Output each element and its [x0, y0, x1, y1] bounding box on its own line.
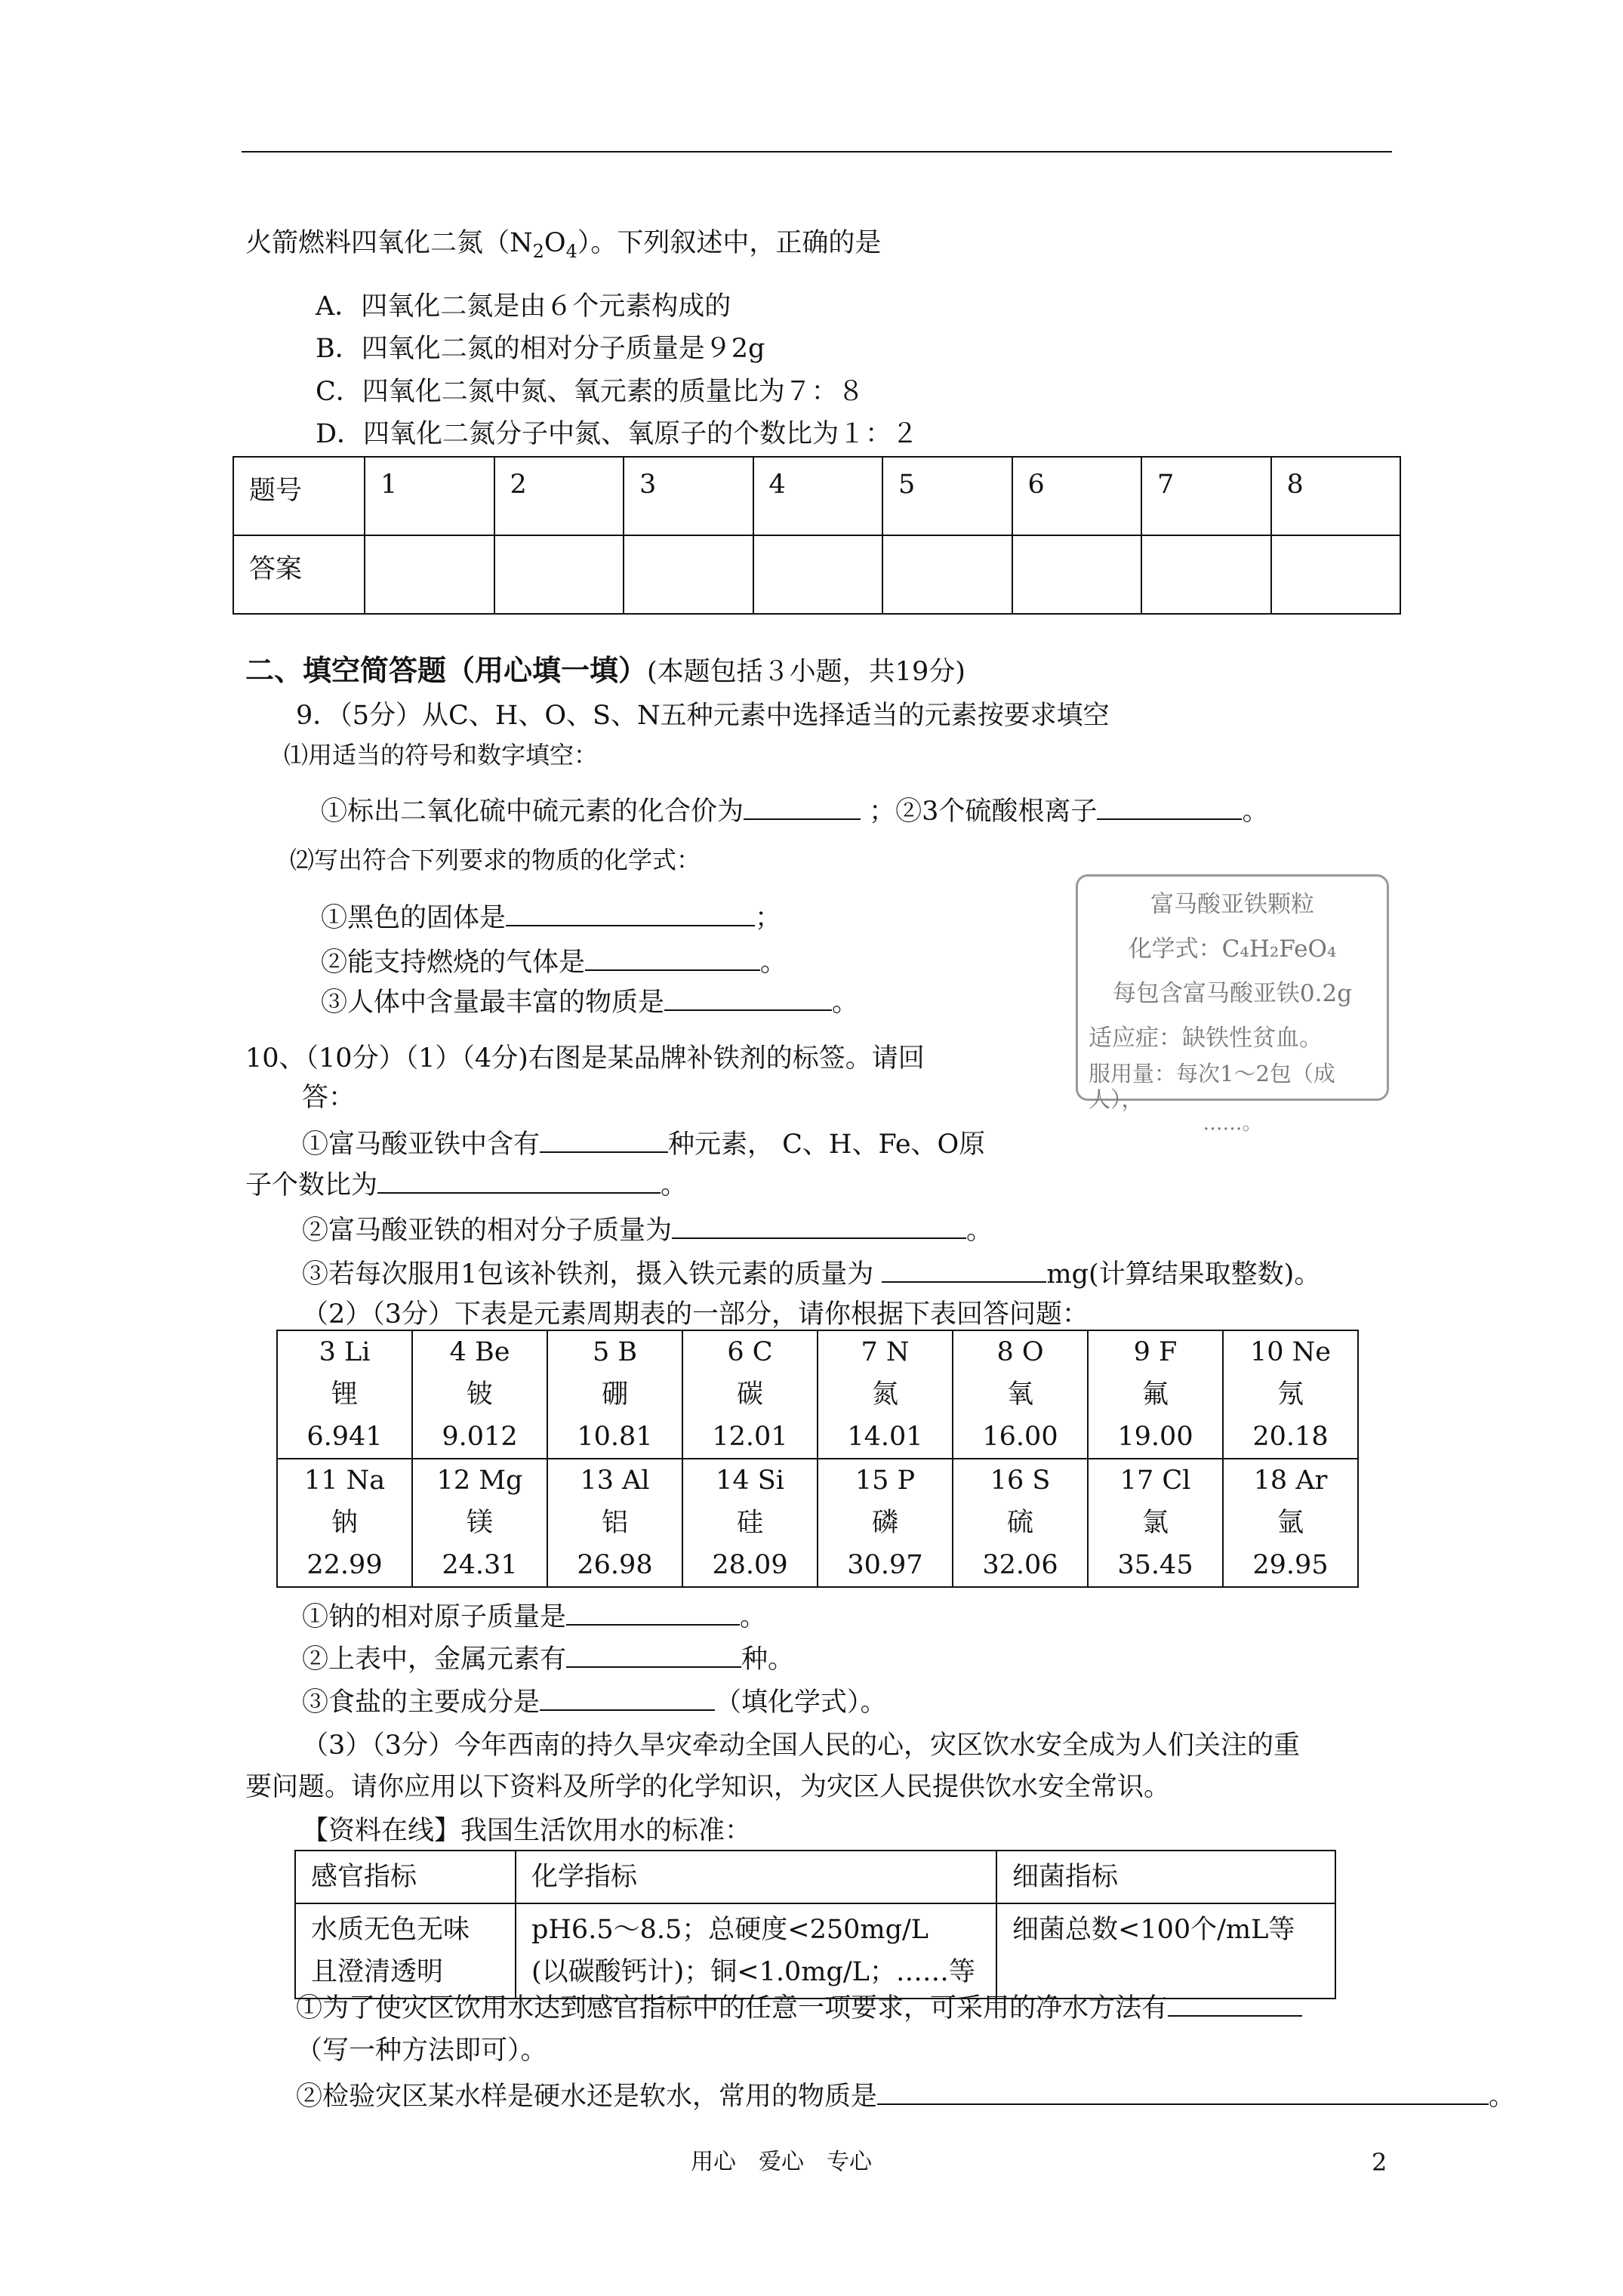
standard-header-row — [295, 1851, 1335, 1903]
answer-input-7[interactable] — [1141, 535, 1271, 614]
q9-part1: ⑴用适当的符号和数字填空： — [284, 741, 599, 769]
answer-table-cell: 6 — [1012, 457, 1142, 535]
q10-c1: ①为了使灾区饮用水达到感官指标中的任意一项要求，可采用的净水方法有 — [296, 1989, 1302, 2025]
element-cell: 6 C 碳 12.01 — [682, 1330, 818, 1459]
element-cell: 11 Na 钠 22.99 — [277, 1459, 412, 1587]
standard-header-cell: 化学指标 — [516, 1851, 996, 1903]
q8-option-a: A．四氧化二氮是由６个元素构成的 — [316, 291, 731, 322]
label-line: 富马酸亚铁颗粒 — [1150, 891, 1314, 918]
answer-blank[interactable] — [672, 1212, 966, 1239]
q9-part2: ⑵写出符合下列要求的物质的化学式： — [290, 846, 701, 874]
periodic-table — [276, 1330, 1359, 1588]
answer-table-cell: 5 — [882, 457, 1012, 535]
q10-part3-line2: 要问题。请你应用以下资料及所学的化学知识，为灾区人民提供饮水安全常识。 — [245, 1772, 1171, 1802]
answer-table-cell: 答案 — [233, 535, 365, 614]
q10-c1-line2: （写一种方法即可）。 — [296, 2036, 547, 2066]
standard-data-cell: pH6.5～8.5；总硬度<250mg/L (以碳酸钙计)；铜<1.0mg/L；……等 — [516, 1903, 996, 1999]
q10-part3: （3）（3分）今年西南的持久旱灾牵动全国人民的心，灾区饮水安全成为人们关注的重 — [302, 1730, 1301, 1761]
element-cell: 9 F 氟 19.00 — [1088, 1330, 1223, 1459]
standard-data-cell: 细菌总数<100个/mL等 — [996, 1903, 1335, 1999]
page-number: 2 — [1372, 2148, 1387, 2177]
label-line: 化学式：C₄H₂FeO₄ — [1128, 935, 1337, 963]
q8-option-d: D．四氧化二氮分子中氮、氧原子的个数比为１：２ — [316, 419, 919, 449]
label-line: ……。 — [1203, 1112, 1262, 1135]
answer-table-answer-row — [233, 535, 1400, 614]
answer-blank[interactable] — [1097, 793, 1242, 820]
q10-a3: ③若每次服用1包该补铁剂，摄入铁元素的质量为 mg(计算结果取整数)。 — [302, 1256, 1320, 1291]
q9-part2-3: ③人体中含量最丰富的物质是 。 — [321, 984, 858, 1019]
periodic-row-2 — [277, 1330, 1358, 1459]
q9-part2-1: ①黑色的固体是 ； — [321, 899, 781, 935]
answer-input-3[interactable] — [624, 535, 753, 614]
q8-option-b: B．四氧化二氮的相对分子质量是９2g — [316, 334, 765, 364]
element-cell: 12 Mg 镁 24.31 — [412, 1459, 547, 1587]
element-cell: 14 Si 硅 28.09 — [682, 1459, 818, 1587]
answer-table-cell: 7 — [1141, 457, 1271, 535]
q8-stem: 火箭燃料四氧化二氮$(N_2O_4)$。下列叙述中，正确的是 — [245, 228, 882, 262]
q10-stem-2: 答： — [302, 1083, 356, 1113]
q9-part1-line: ①标出二氧化硫中硫元素的化合价为 ；②3个硫酸根离子 。 — [321, 793, 1268, 828]
footer-motto: 用心 爱心 专心 — [691, 2149, 872, 2175]
answer-table-header-row — [233, 457, 1400, 535]
element-cell: 13 Al 铝 26.98 — [547, 1459, 682, 1587]
header-rule — [242, 151, 1392, 153]
element-cell: 4 Be 铍 9.012 — [412, 1330, 547, 1459]
supplement-label — [1076, 874, 1389, 1135]
answer-table-cell: 3 — [624, 457, 753, 535]
label-line: 适应症：缺铁性贫血。 — [1089, 1025, 1323, 1052]
element-cell: 3 Li 锂 6.941 — [277, 1330, 412, 1459]
answer-blank[interactable] — [566, 1641, 741, 1668]
element-cell: 16 S 硫 32.06 — [953, 1459, 1088, 1587]
answer-blank[interactable] — [540, 1684, 715, 1711]
answer-blank[interactable] — [377, 1166, 661, 1194]
answer-input-1[interactable] — [365, 535, 494, 614]
answer-table-cell: 2 — [494, 457, 624, 535]
answer-blank[interactable] — [744, 793, 861, 820]
answer-blank[interactable] — [877, 2078, 1489, 2105]
periodic-row-3 — [277, 1459, 1358, 1587]
element-cell: 18 Ar 氩 29.95 — [1223, 1459, 1358, 1587]
q10-b3: ③食盐的主要成分是 （填化学式）。 — [302, 1684, 887, 1719]
answer-table — [233, 456, 1401, 615]
answer-blank[interactable] — [664, 984, 832, 1011]
answer-blank[interactable] — [585, 944, 760, 971]
answer-input-2[interactable] — [494, 535, 624, 614]
q9-stem: 9．（5分）从C、H、O、S、N五种元素中选择适当的元素按要求填空 — [296, 701, 1110, 731]
resource-heading: 【资料在线】我国生活饮用水的标准： — [302, 1816, 752, 1846]
element-cell: 5 B 硼 10.81 — [547, 1330, 682, 1459]
answer-table-cell: 4 — [753, 457, 883, 535]
element-cell: 7 N 氮 14.01 — [818, 1330, 953, 1459]
q10-stem: 10、（10分）（1）（4分)右图是某品牌补铁剂的标签。请回 — [245, 1043, 925, 1074]
q9-part2-2: ②能支持燃烧的气体是 。 — [321, 944, 787, 979]
element-cell: 15 P 磷 30.97 — [818, 1459, 953, 1587]
answer-blank[interactable] — [1168, 1989, 1302, 2017]
water-standard-table — [294, 1850, 1336, 1999]
label-line: 服用量：每次1～2包（成人）， — [1089, 1061, 1335, 1112]
standard-header-cell: 感官指标 — [295, 1851, 516, 1903]
q10-c2: ②检验灾区某水样是硬水还是软水，常用的物质是 。 — [296, 2078, 1515, 2113]
element-cell: 17 Cl 氯 35.45 — [1088, 1459, 1223, 1587]
standard-data-row — [295, 1903, 1335, 1999]
answer-table-cell: 1 — [365, 457, 494, 535]
answer-input-6[interactable] — [1012, 535, 1142, 614]
q10-part2: （2）（3分）下表是元素周期表的一部分，请你根据下表回答问题： — [302, 1299, 1089, 1330]
answer-input-8[interactable] — [1271, 535, 1401, 614]
section2-heading: 二、填空简答题（用心填一填）(本题包括３小题，共19分) — [245, 653, 965, 687]
answer-blank[interactable] — [540, 1126, 668, 1153]
answer-input-4[interactable] — [753, 535, 883, 614]
element-cell: 8 O 氧 16.00 — [953, 1330, 1088, 1459]
answer-blank[interactable] — [882, 1256, 1046, 1283]
q10-b2: ②上表中，金属元素有 种。 — [302, 1641, 794, 1676]
answer-table-cell: 题号 — [233, 457, 365, 535]
answer-blank[interactable] — [566, 1598, 740, 1626]
q10-b1: ①钠的相对原子质量是 。 — [302, 1598, 766, 1634]
q10-a1-line2: 子个数比为 。 — [245, 1166, 687, 1202]
standard-header-cell: 细菌指标 — [996, 1851, 1335, 1903]
q10-a2: ②富马酸亚铁的相对分子质量为 。 — [302, 1212, 993, 1247]
q10-a1: ①富马酸亚铁中含有 种元素， C、H、Fe、O原 — [302, 1126, 985, 1161]
answer-blank[interactable] — [506, 899, 755, 926]
standard-data-cell: 水质无色无味 且澄清透明 — [295, 1903, 516, 1999]
element-cell: 10 Ne 氖 20.18 — [1223, 1330, 1358, 1459]
answer-table-cell: 8 — [1271, 457, 1401, 535]
answer-input-5[interactable] — [882, 535, 1012, 614]
q8-option-c: C．四氧化二氮中氮、氧元素的质量比为７：８ — [316, 377, 864, 407]
label-line: 每包含富马酸亚铁0.2g — [1112, 980, 1353, 1007]
